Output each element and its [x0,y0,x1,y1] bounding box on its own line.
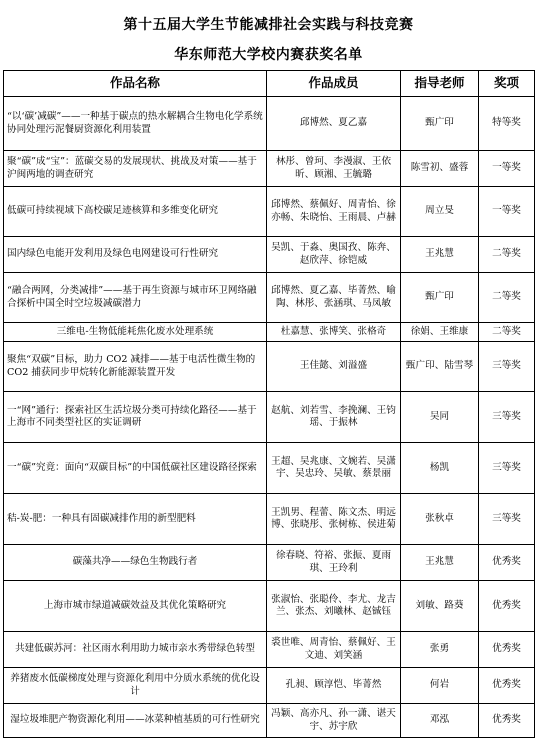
work-members: 吴凯、于淼、奥国孜、陈奔、赵欣萍、徐铠威 [267,237,401,273]
work-members: 邱博然、蔡佩好、周青怡、徐亦畅、朱晓怡、王雨晨、卢赫 [267,187,401,237]
award: 优秀奖 [479,668,535,704]
work-name: 养猪废水低碳梯度处理与资源化利用中分质水系统的优化设计 [4,668,267,704]
work-name: 聚焦“双碳”目标，助力 CO2 减排——基于电活性微生物的 CO2 捕获同步甲烷转化新能源装置开发 [4,342,267,392]
table-row [4,97,535,151]
advisor: 刘敏、路葵 [401,581,479,632]
table-row [4,632,535,668]
work-name: 共建低碳苏河：社区雨水利用助力城市亲水秀带绿色转型 [4,632,267,668]
table-row [4,494,535,545]
table-row [4,545,535,581]
header-award: 奖项 [479,71,535,97]
advisor: 张勇 [401,632,479,668]
advisor: 邓泓 [401,704,479,738]
header-row [4,71,535,97]
work-name: 上海市城市绿道减碳效益及其优化策略研究 [4,581,267,632]
advisor: 徐娟、王维康 [401,323,479,342]
table-row [4,237,535,273]
award: 优秀奖 [479,545,535,581]
table-row [4,342,535,392]
table-row [4,392,535,443]
work-members: 杜嘉慧、张博笑、张格奇 [267,323,401,342]
work-members: 冯颖、高亦凡、孙一潇、谌天宇、苏宇欣 [267,704,401,738]
advisor: 周立旻 [401,187,479,237]
table-row [4,273,535,323]
work-members: 邱博然、夏乙嘉、毕菁然、喻陶、林彤、张涵琪、马凤敏 [267,273,401,323]
table-row [4,187,535,237]
work-name: 碳藻共净——绿色生物践行者 [4,545,267,581]
table-row [4,323,535,342]
award: 优秀奖 [479,704,535,738]
award: 特等奖 [479,97,535,151]
award: 三等奖 [479,392,535,443]
table-row [4,668,535,704]
page-subtitle: 华东师范大学校内赛获奖名单 [174,47,363,63]
advisor: 何岩 [401,668,479,704]
advisor: 甄广印 [401,97,479,151]
table-row [4,581,535,632]
award-table [3,70,535,738]
award: 优秀奖 [479,581,535,632]
advisor: 王兆慧 [401,545,479,581]
advisor: 杨凯 [401,443,479,494]
table-row [4,443,535,494]
work-name: 聚“碳”成“宝”：蓝碳交易的发展现状、挑战及对策——基于沪闽两地的调查研究 [4,151,267,187]
table-row [4,704,535,738]
award: 三等奖 [479,494,535,545]
work-name: 低碳可持续视域下高校碳足迹核算和多维变化研究 [4,187,267,237]
advisor: 王兆慧 [401,237,479,273]
award: 二等奖 [479,323,535,342]
work-members: 林彤、曾珂、李漫淑、王依昕、顾湘、王毓璐 [267,151,401,187]
award: 三等奖 [479,342,535,392]
advisor: 陈雪初、盛蓉 [401,151,479,187]
work-name: 湿垃圾堆肥产物资源化利用——冰菜种植基质的可行性研究 [4,704,267,738]
work-name: 国内绿色电能开发利用及绿色电网建设可行性研究 [4,237,267,273]
award: 二等奖 [479,273,535,323]
award: 二等奖 [479,237,535,273]
work-members: 张淑怡、张聪伶、李尤、龙吉兰、张杰、刘曦林、赵铖钰 [267,581,401,632]
work-members: 徐春晓、符裕、张振、夏雨琪、王玲利 [267,545,401,581]
work-members: 邱博然、夏乙嘉 [267,97,401,151]
work-name: “以‘碳’减碳”——一种基于碳点的热水解耦合生物电化学系统协同处理污泥餐厨资源化利用装置 [4,97,267,151]
award: 一等奖 [479,151,535,187]
advisor: 甄广印 [401,273,479,323]
work-name: 一“网”通行：探索社区生活垃圾分类可持续化路径——基于上海市不同类型社区的实证调研 [4,392,267,443]
work-members: 王凯男、程蕾、陈文杰、明远博、张晓彤、张树栋、侯进菊 [267,494,401,545]
award: 三等奖 [479,443,535,494]
award: 优秀奖 [479,632,535,668]
header-advisor: 指导老师 [401,71,479,97]
table-row [4,151,535,187]
work-members: 孔昶、顾淳恺、毕菁然 [267,668,401,704]
advisor: 张秋卓 [401,494,479,545]
work-name: 三维电-生物低能耗焦化废水处理系统 [4,323,267,342]
advisor: 甄广印、陆雪琴 [401,342,479,392]
work-members: 王佳懿、刘溢盛 [267,342,401,392]
work-name: “融合两网，分类减排”——基于再生资源与城市环卫网络融合探析中国全时空垃圾减碳潜力 [4,273,267,323]
work-name: 一“碳”究竟：面向“双碳目标”的中国低碳社区建设路径探索 [4,443,267,494]
header-work: 作品名称 [4,71,267,97]
advisor: 吴同 [401,392,479,443]
page-title: 第十五届大学生节能减排社会实践与科技竞赛 [123,17,414,33]
work-members: 赵航、刘若雪、李挽澜、王钧瑶、于振林 [267,392,401,443]
work-name: 秸-炭-肥：一种具有固碳减排作用的新型肥料 [4,494,267,545]
work-members: 裘世唯、周青怡、蔡佩好、王文迪、刘笑涵 [267,632,401,668]
award: 一等奖 [479,187,535,237]
header-members: 作品成员 [267,71,401,97]
work-members: 王超、吴兆康、文婉若、吴潇宇、吴忠玲、吴敏、蔡景丽 [267,443,401,494]
